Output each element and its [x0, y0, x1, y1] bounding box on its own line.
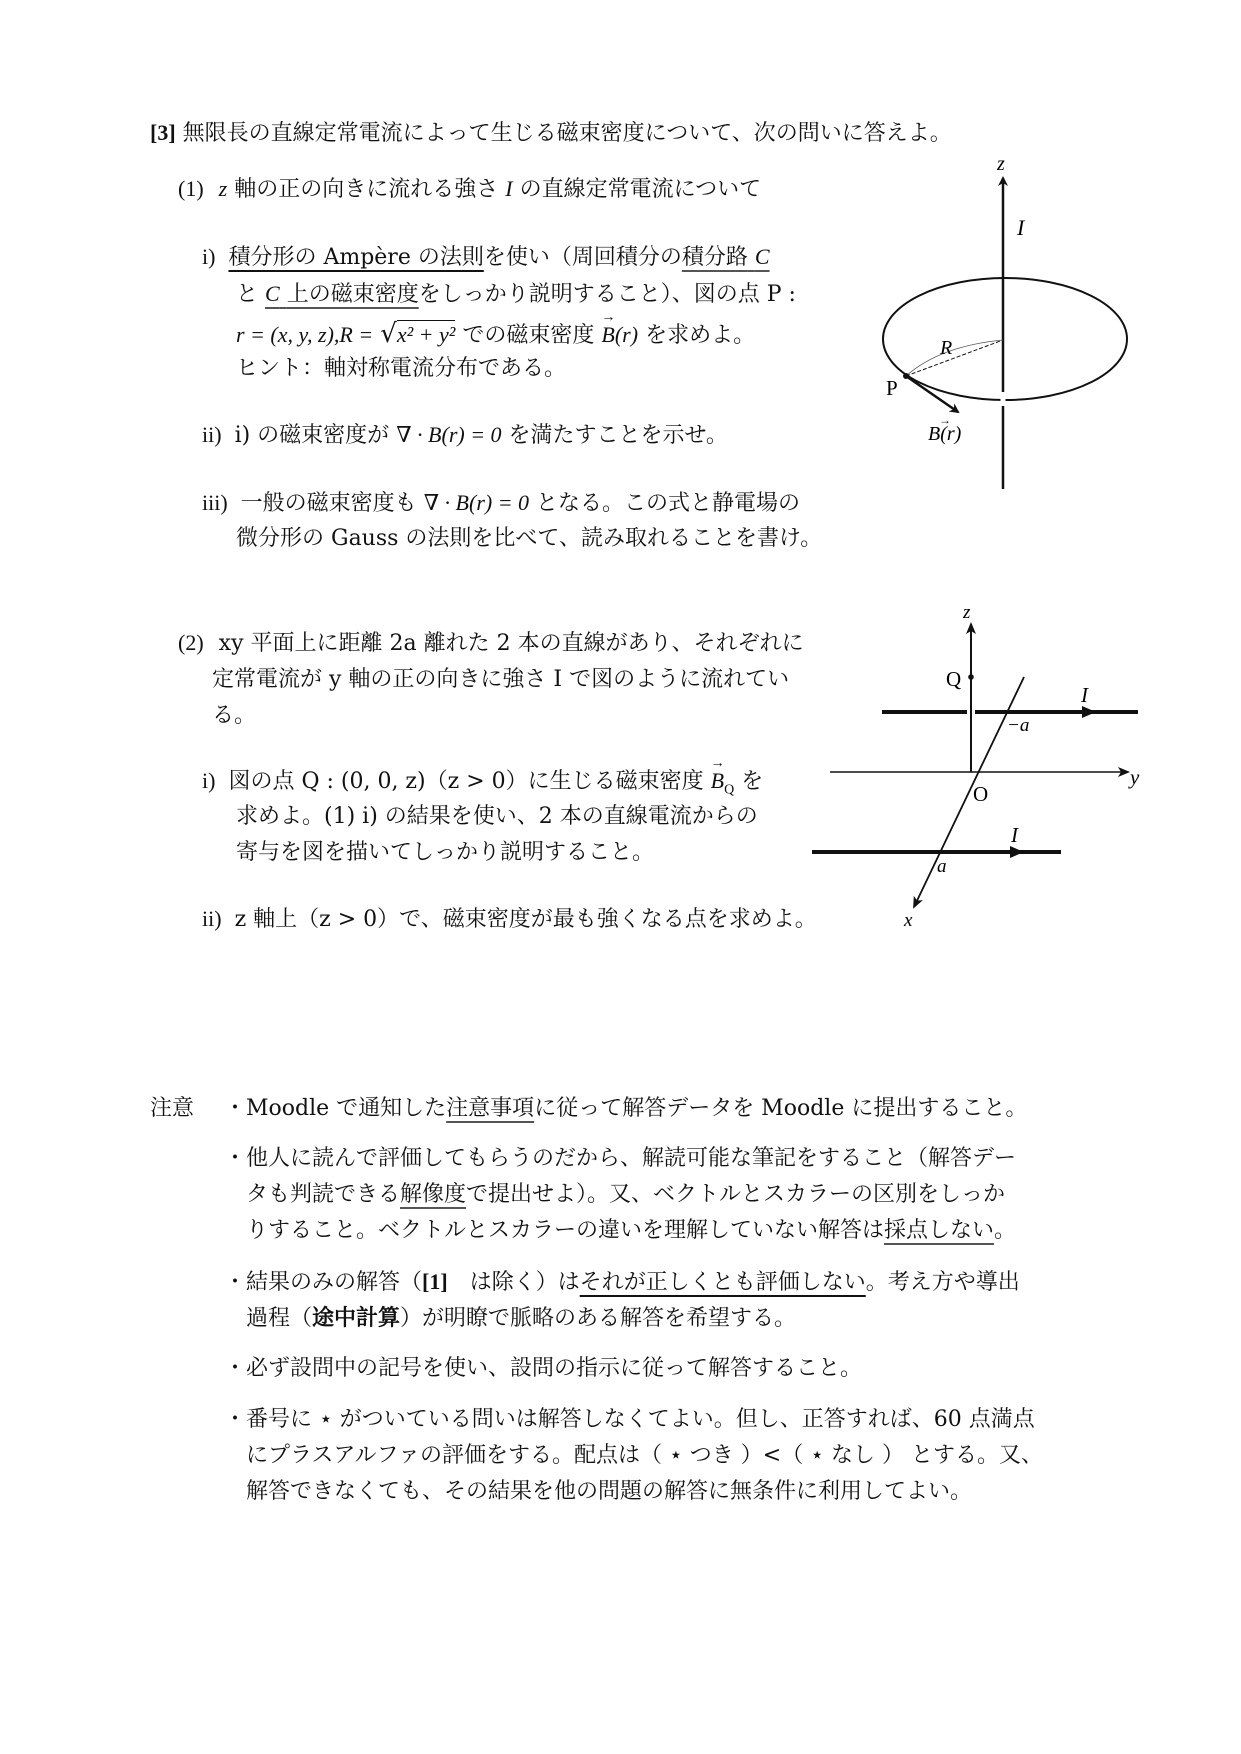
part1-q1-line3: [236, 321, 755, 347]
lower-position-label: a: [937, 856, 947, 877]
field-vector-accent: →: [939, 413, 951, 427]
bullet: ・: [224, 1270, 247, 1295]
text: を使い（周回積分の: [483, 245, 682, 270]
part1-q2: [202, 424, 728, 447]
radius-label: R: [940, 337, 953, 359]
part1-q1-line2: [236, 283, 796, 306]
q-label: i): [202, 244, 216, 269]
text: は除く）は: [447, 1270, 580, 1295]
y-axis-label: y: [1130, 765, 1140, 789]
vector-B: → B: [601, 324, 614, 346]
part2-q1-line1: [202, 770, 763, 797]
field-label: B(r): [928, 423, 962, 445]
underlined-field-on-C: [265, 282, 419, 307]
divergence-equation: ∇ · B(r) = 0: [396, 422, 502, 447]
text: を満たすことを示せ。: [508, 423, 728, 448]
bold-intermediate-calc: 途中計算: [312, 1305, 401, 1331]
text: 上の磁束密度: [286, 282, 419, 307]
underlined-resolution: 解像度: [400, 1182, 467, 1207]
z-axis-label: z: [963, 602, 971, 623]
q-label: i): [202, 768, 216, 793]
integration-loop: [883, 278, 1127, 400]
part2-intro-line1: [178, 632, 804, 655]
part1-intro-text-b: の直線定常電流について: [519, 177, 762, 202]
text: を: [741, 769, 764, 794]
text: と: [236, 282, 259, 307]
text: i) の磁束密度が: [234, 423, 390, 448]
bullet: ・: [224, 1356, 247, 1381]
var-z: z: [218, 176, 228, 201]
figure-infinite-wire: [860, 150, 1130, 500]
text: xy 平面上に距離 2a 離れた 2 本の直線があり、それぞれに: [218, 631, 804, 656]
current-label: I: [1017, 215, 1025, 240]
text: に従って解答データを Moodle に提出すること。: [534, 1096, 1028, 1121]
problem-number: [3]: [150, 120, 176, 145]
text: 図の点 Q : (0, 0, z)（z > 0）に生じる磁束密度: [228, 769, 704, 794]
text: りすること。ベクトルとスカラーの違いを理解していない解答は: [246, 1218, 885, 1243]
lower-current-arrow: [1010, 846, 1024, 858]
text: z 軸上（z > 0）で、磁束密度が最も強くなる点を求めよ。: [234, 907, 817, 932]
part1-intro: [178, 178, 761, 201]
note-item-2-line2: [246, 1184, 1005, 1206]
text: 。: [994, 1218, 1017, 1243]
arg-r: (r): [614, 322, 639, 347]
figure-two-wires: [800, 590, 1140, 930]
text: タも判読できる: [246, 1182, 401, 1207]
part1-q1-line1: [202, 246, 770, 269]
problem-ref: [1]: [422, 1269, 448, 1294]
text: をしっかり説明すること）、図の点 P :: [418, 282, 796, 307]
subscript-Q: Q: [724, 782, 735, 798]
q-label: iii): [202, 490, 228, 515]
note-item-2-line1: [224, 1148, 1016, 1170]
note-item-5-line3: 解答できなくても、その結果を他の問題の解答に無条件に利用してよい。: [246, 1479, 973, 1504]
text: ）が明瞭で脈略のある解答を希望する。: [400, 1306, 797, 1331]
bullet: ・: [224, 1096, 247, 1121]
text: 。考え方や導出: [865, 1270, 1020, 1295]
note-item-3-line2: [246, 1307, 796, 1330]
part2-q1-line3: 寄与を図を描いてしっかり説明すること。: [236, 840, 655, 865]
text: 必ず設問中の記号を使い、設問の指示に従って解答すること。: [246, 1356, 863, 1381]
underlined-not-evaluated: それが正しくとも評価しない: [579, 1270, 866, 1295]
sqrt-icon: √: [380, 319, 397, 349]
upper-current-label: I: [1081, 683, 1088, 707]
text: となる。この式と静電場の: [536, 491, 801, 516]
text: 番号に ⋆ がついている問いは解答しなくてよい。但し、正答すれば、60 点満点: [246, 1407, 1035, 1432]
part1-q3-line2: 微分形の Gauss の法則を比べて、読み取れることを書け。: [236, 526, 823, 551]
divergence-equation: ∇ · B(r) = 0: [423, 490, 530, 515]
part2-intro-line2: 定常電流が y 軸の正の向きに強さ I で図のように流れてい: [212, 667, 790, 692]
part1-q3-line1: [202, 492, 800, 515]
var-C: C: [265, 281, 280, 306]
part1-q1-hint: ヒント：軸対称電流分布である。: [236, 356, 567, 381]
note-item-3-line1: [224, 1271, 1020, 1294]
part2-q2: [202, 908, 817, 931]
part2-q1-line2: 求めよ。(1) i) の結果を使い、2 本の直線電流からの: [236, 804, 758, 829]
point-P-label: P: [886, 376, 898, 400]
bullet: ・: [224, 1146, 247, 1171]
note-item-2-line3: [246, 1220, 1016, 1242]
bullet: ・: [224, 1407, 247, 1432]
part1-label: (1): [178, 176, 204, 201]
note-item-5-line1: [224, 1409, 1035, 1431]
text: 積分路: [681, 245, 748, 270]
text: 過程（: [246, 1306, 313, 1331]
var-C: C: [754, 244, 770, 269]
underlined-ampere-law: 積分形の Ampère の法則: [228, 245, 484, 270]
q-label: ii): [202, 422, 222, 447]
upper-position-label: −a: [1007, 715, 1030, 736]
text: での磁束密度: [462, 323, 595, 348]
point-Q: [968, 674, 974, 680]
origin-label: O: [973, 782, 989, 806]
note-item-1: [224, 1098, 1027, 1120]
text: で提出せよ）。又、ベクトルとスカラーの区別をしっか: [466, 1182, 1006, 1207]
upper-current-arrow: [1082, 706, 1096, 718]
note-item-5-line2: にプラスアルファの評価をする。配点は（ ⋆ つき ）<（ ⋆ なし ） とする。又、: [246, 1443, 1043, 1468]
vector-B: → B: [711, 770, 724, 792]
underlined-not-graded: 採点しない: [884, 1218, 995, 1243]
x-axis-label: x: [904, 910, 913, 930]
q-label: ii): [202, 906, 222, 931]
text: Moodle で通知した: [246, 1096, 447, 1121]
part2-intro-line3: る。: [212, 703, 257, 728]
problem-header: [150, 122, 952, 145]
z-axis-label: z: [997, 153, 1005, 175]
part1-intro-text-a: 軸の正の向きに流れる強さ: [234, 177, 499, 202]
sqrt-expression: x² + y²: [396, 322, 456, 347]
note-item-4: [224, 1358, 862, 1380]
underlined-integration-path: [682, 245, 770, 270]
position-equation: r = (x, y, z),R =: [236, 322, 374, 347]
part2-label: (2): [178, 630, 204, 655]
text: を求めよ。: [645, 323, 756, 348]
text: 一般の磁束密度も: [240, 491, 417, 516]
problem-title: 無限長の直線定常電流によって生じる磁束密度について、次の問いに答えよ。: [182, 121, 952, 146]
var-I: I: [505, 176, 513, 201]
radius-line: [906, 340, 1003, 376]
notes-heading: 注意: [150, 1096, 195, 1121]
lower-current-label: I: [1011, 823, 1018, 847]
underlined-notes: 注意事項: [446, 1096, 535, 1121]
point-Q-label: Q: [946, 667, 962, 691]
text: 他人に読んで評価してもらうのだから、解読可能な筆記をすること（解答デー: [246, 1146, 1017, 1171]
text: 結果のみの解答（: [246, 1270, 423, 1295]
